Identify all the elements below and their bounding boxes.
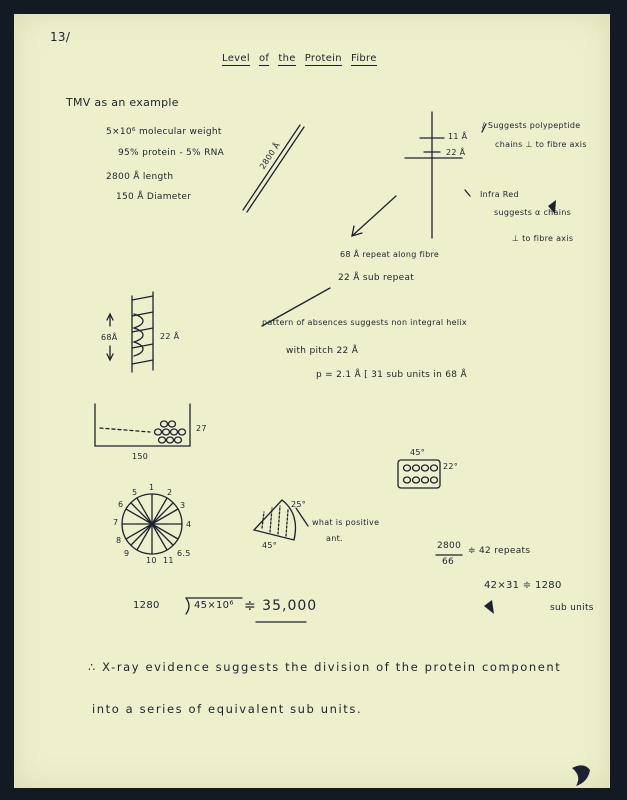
page-title <box>222 46 377 65</box>
diffraction-11-label: 11 Å <box>448 132 468 141</box>
tmv-molecular-weight: 5×10⁶ molecular weight <box>106 127 222 137</box>
wedge-25-label: 25° <box>291 500 307 509</box>
tmv-heading: TMV as an example <box>66 96 179 109</box>
arrow-to-repeat <box>352 196 396 236</box>
tmv-diameter: 150 Å Diameter <box>116 192 192 202</box>
wedge-question-1: what is positive <box>312 518 380 527</box>
title-word-1: Level <box>222 53 250 64</box>
plate-diagram <box>398 460 440 488</box>
subunits-label: sub units <box>550 603 594 613</box>
infrared-note-3: ⊥ to fibre axis <box>512 234 574 243</box>
wheel-number: 2 <box>167 488 173 497</box>
plate-22-label: 22° <box>443 462 459 471</box>
title-word-5: Fibre <box>351 53 377 64</box>
fraction-numerator: 2800 <box>437 541 462 551</box>
rod-diagram <box>243 125 304 212</box>
helix-22-label: 22 Å <box>160 332 180 341</box>
division-result: ≑ 35,000 <box>244 598 318 614</box>
wheel-number: 11 <box>163 556 174 565</box>
polypeptide-note-1: / Suggests polypeptide <box>482 121 581 130</box>
wheel-number: 3 <box>180 501 186 510</box>
subunits-per-repeat-note: p = 2.1 Å [ 31 sub units in 68 Å <box>316 370 467 380</box>
wheel-number: 6 <box>118 500 124 509</box>
tmv-length: 2800 Å length <box>106 172 174 182</box>
cross-section-27-label: 27 <box>196 424 207 433</box>
page-number: 13/ <box>50 30 71 44</box>
polypeptide-note-2: chains ⊥ to fibre axis <box>495 140 587 149</box>
wheel-number: 7 <box>113 518 119 527</box>
repeat-68-note: 68 Å repeat along fibre <box>340 250 440 259</box>
helix-68-label: 68Å <box>101 333 118 342</box>
wheel-diagram <box>122 494 182 554</box>
repeats-result: ≑ 42 repeats <box>468 546 531 556</box>
wheel-number: 9 <box>124 549 130 558</box>
subrepeat-22-note: 22 Å sub repeat <box>338 273 415 283</box>
rod-length-label: 2800 Å <box>258 140 282 171</box>
conclusion-line-1: ∴ X-ray evidence suggests the division of the protein component <box>88 660 562 674</box>
plate-45-label: 45° <box>410 448 426 457</box>
fraction-denominator: 66 <box>442 557 455 567</box>
cross-section-150-label: 150 <box>132 452 149 461</box>
infrared-note-2: suggests α chains <box>494 208 572 217</box>
title-word-3: the <box>278 53 296 64</box>
wheel-number: 5 <box>132 488 138 497</box>
pattern-note: pattern of absences suggests non integral helix <box>262 318 467 327</box>
title-word-4: Protein <box>304 53 342 64</box>
conclusion-line-2: into a series of equivalent sub units. <box>92 702 363 716</box>
wedge-45-label: 45° <box>262 541 278 550</box>
diffraction-cross <box>405 112 462 238</box>
wheel-number: 1 <box>149 483 155 492</box>
ink-blot-2 <box>484 600 494 614</box>
pitch-note: with pitch 22 Å <box>286 346 359 356</box>
helix-ladder <box>107 292 153 372</box>
wheel-number: 6.5 <box>177 549 191 558</box>
wedge-question-2: ant. <box>326 534 343 543</box>
ink-blot-3 <box>572 765 590 786</box>
diffraction-22-label: 22 Å <box>446 148 466 157</box>
wheel-number: 4 <box>186 520 192 529</box>
division-divisor: 1280 <box>133 600 160 611</box>
cross-section-box <box>95 404 190 446</box>
wheel-number: 8 <box>116 536 122 545</box>
infrared-note-1: Infra Red <box>480 190 519 199</box>
tmv-composition: 95% protein - 5% RNA <box>118 148 225 158</box>
division-dividend: 45×10⁶ <box>194 600 234 611</box>
wheel-number: 10 <box>146 556 157 565</box>
title-word-2: of <box>259 53 270 64</box>
subunit-multiplication: 42×31 ≑ 1280 <box>484 580 562 591</box>
